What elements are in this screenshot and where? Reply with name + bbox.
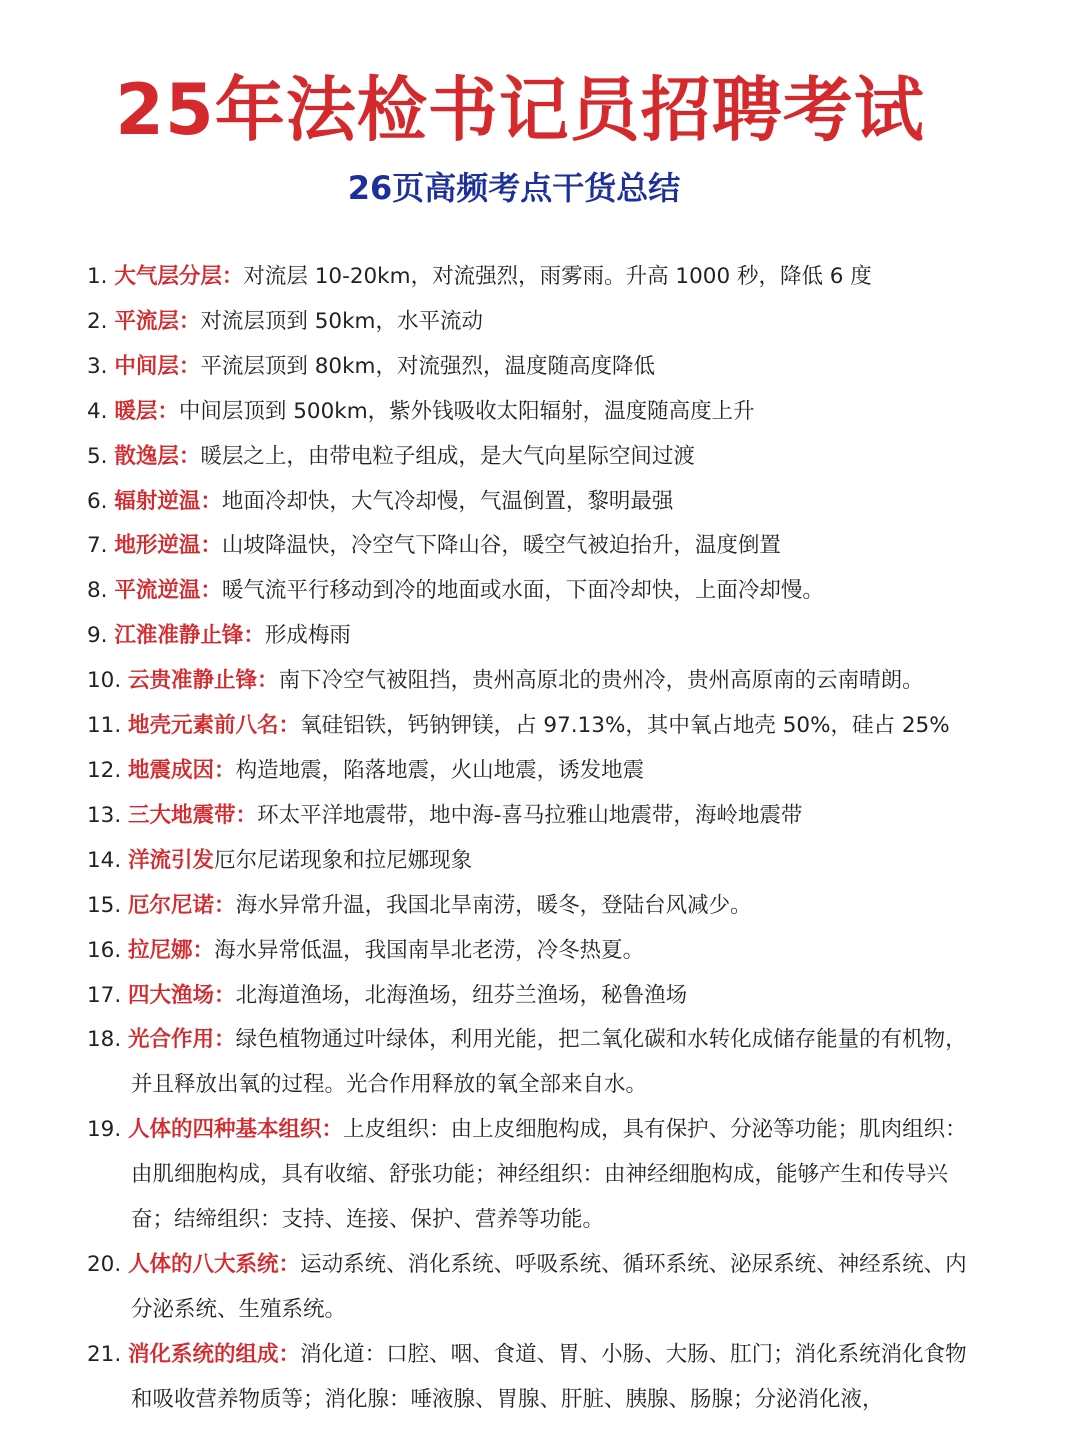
item-description: 地面冷却快，大气冷却慢，气温倒置，黎明最强 bbox=[221, 488, 674, 514]
item-description: 环太平洋地震带，地中海-喜马拉雅山地震带，海岭地震带 bbox=[257, 802, 803, 828]
item-number: 16. bbox=[87, 937, 122, 963]
item-number: 11. bbox=[87, 713, 122, 739]
item-number: 20. bbox=[87, 1251, 122, 1277]
list-item bbox=[87, 1243, 987, 1333]
item-description: 厄尔尼诺现象和拉尼娜现象 bbox=[214, 847, 473, 873]
item-term: 大气层分层： bbox=[114, 264, 244, 289]
item-term: 洋流引发 bbox=[128, 847, 215, 873]
list-item bbox=[87, 255, 987, 300]
page-title: 25年法检书记员招聘考试 bbox=[115, 69, 925, 151]
item-term: 拉尼娜： bbox=[128, 937, 215, 963]
item-term: 消化系统的组成： bbox=[128, 1341, 301, 1367]
item-number: 21. bbox=[87, 1341, 122, 1367]
item-term: 平流逆温： bbox=[114, 578, 222, 604]
item-description: 消化道：口腔、咽、食道、胃、小肠、大肠、肛门；消化系统消化食物和吸收营养物质等；消化腺：唾液腺、胃腺、肝脏、胰腺、肠腺；分泌消化液， bbox=[131, 1341, 967, 1412]
item-description: 海水异常低温，我国南旱北老涝，冷冬热夏。 bbox=[214, 937, 645, 963]
list-item bbox=[87, 884, 987, 929]
item-number: 9. bbox=[87, 623, 108, 649]
item-term: 云贵准静止锋： bbox=[128, 668, 279, 694]
list-item bbox=[87, 659, 987, 704]
item-number: 2. bbox=[87, 308, 108, 334]
item-number: 4. bbox=[87, 398, 108, 424]
item-description: 暖层之上，由带电粒子组成，是大气向星际空间过渡 bbox=[200, 443, 695, 469]
list-item bbox=[87, 929, 987, 974]
item-term: 平流层： bbox=[114, 308, 201, 334]
item-number: 7. bbox=[87, 533, 108, 559]
item-description: 上皮组织：由上皮细胞构成，具有保护、分泌等功能；肌肉组织：由肌细胞构成，具有收缩、舒张功能；神经组织：由神经细胞构成，能够产生和传导兴奋；结缔组织：支持、连接、保护、营养等功能。 bbox=[131, 1117, 967, 1233]
list-item bbox=[87, 345, 987, 390]
list-item bbox=[87, 839, 987, 884]
item-term: 厄尔尼诺： bbox=[128, 892, 236, 918]
item-description: 构造地震，陷落地震，火山地震，诱发地震 bbox=[235, 757, 645, 783]
item-term: 人体的四种基本组织： bbox=[128, 1117, 344, 1143]
item-number: 18. bbox=[87, 1027, 122, 1053]
list-item bbox=[87, 974, 987, 1019]
item-number: 13. bbox=[87, 802, 122, 828]
item-term: 暖层： bbox=[114, 398, 179, 424]
item-description: 北海道渔场，北海渔场，纽芬兰渔场，秘鲁渔场 bbox=[235, 982, 688, 1008]
knowledge-point-list bbox=[87, 255, 987, 1423]
item-number: 1. bbox=[87, 264, 108, 289]
item-description: 对流层顶到 50km，水平流动 bbox=[200, 308, 483, 334]
list-item bbox=[87, 480, 987, 525]
item-term: 光合作用： bbox=[128, 1027, 236, 1053]
item-term: 人体的八大系统： bbox=[128, 1251, 301, 1277]
list-item bbox=[87, 614, 987, 659]
item-description: 南下冷空气被阻挡，贵州高原北的贵州冷，贵州高原南的云南晴朗。 bbox=[278, 668, 924, 694]
item-description: 山坡降温快，冷空气下降山谷，暖空气被迫抬升，温度倒置 bbox=[221, 533, 781, 559]
item-term: 地壳元素前八名： bbox=[128, 713, 301, 739]
item-term: 地震成因： bbox=[128, 757, 236, 783]
list-item bbox=[87, 1018, 987, 1108]
item-number: 5. bbox=[87, 443, 108, 469]
item-number: 10. bbox=[87, 668, 122, 694]
list-item bbox=[87, 569, 987, 614]
item-term: 中间层： bbox=[114, 353, 201, 379]
item-description: 中间层顶到 500km，紫外钱吸收太阳辐射，温度随高度上升 bbox=[178, 398, 755, 424]
list-item bbox=[87, 1108, 987, 1243]
list-item bbox=[87, 1333, 987, 1423]
item-description: 绿色植物通过叶绿体，利用光能，把二氧化碳和水转化成储存能量的有机物，并且释放出氧的过程。光合作用释放的氧全部来自水。 bbox=[131, 1027, 967, 1098]
item-description: 运动系统、消化系统、呼吸系统、循环系统、泌尿系统、神经系统、内分泌系统、生殖系统。 bbox=[131, 1251, 967, 1322]
list-item bbox=[87, 794, 987, 839]
item-description: 氧硅铝铁，钙钠钾镁，占 97.13%，其中氧占地壳 50%，硅占 25% bbox=[300, 713, 950, 739]
item-description: 平流层顶到 80km，对流强烈，温度随高度降低 bbox=[200, 353, 655, 379]
item-description: 对流层 10-20km，对流强烈，雨雾雨。升高 1000 秒，降低 6 度 bbox=[243, 264, 872, 289]
item-number: 12. bbox=[87, 757, 122, 783]
list-item bbox=[87, 300, 987, 345]
item-number: 3. bbox=[87, 353, 108, 379]
list-item bbox=[87, 435, 987, 480]
item-description: 暖气流平行移动到冷的地面或水面，下面冷却快，上面冷却慢。 bbox=[221, 578, 824, 604]
item-number: 8. bbox=[87, 578, 108, 604]
page-subtitle: 26页高频考点干货总结 bbox=[347, 169, 681, 207]
item-number: 17. bbox=[87, 982, 122, 1008]
item-term: 辐射逆温： bbox=[114, 488, 222, 514]
item-description: 形成梅雨 bbox=[264, 623, 351, 649]
item-term: 四大渔场： bbox=[128, 982, 236, 1008]
item-term: 三大地震带： bbox=[128, 802, 258, 828]
list-item bbox=[87, 390, 987, 435]
item-term: 散逸层： bbox=[114, 443, 201, 469]
item-term: 地形逆温： bbox=[114, 533, 222, 559]
item-number: 15. bbox=[87, 892, 122, 918]
item-term: 江淮准静止锋： bbox=[114, 623, 265, 649]
item-number: 19. bbox=[87, 1117, 122, 1143]
list-item bbox=[87, 749, 987, 794]
item-number: 14. bbox=[87, 847, 122, 873]
item-number: 6. bbox=[87, 488, 108, 514]
list-item bbox=[87, 524, 987, 569]
list-item bbox=[87, 704, 987, 749]
item-description: 海水异常升温，我国北旱南涝，暖冬，登陆台风减少。 bbox=[235, 892, 752, 918]
